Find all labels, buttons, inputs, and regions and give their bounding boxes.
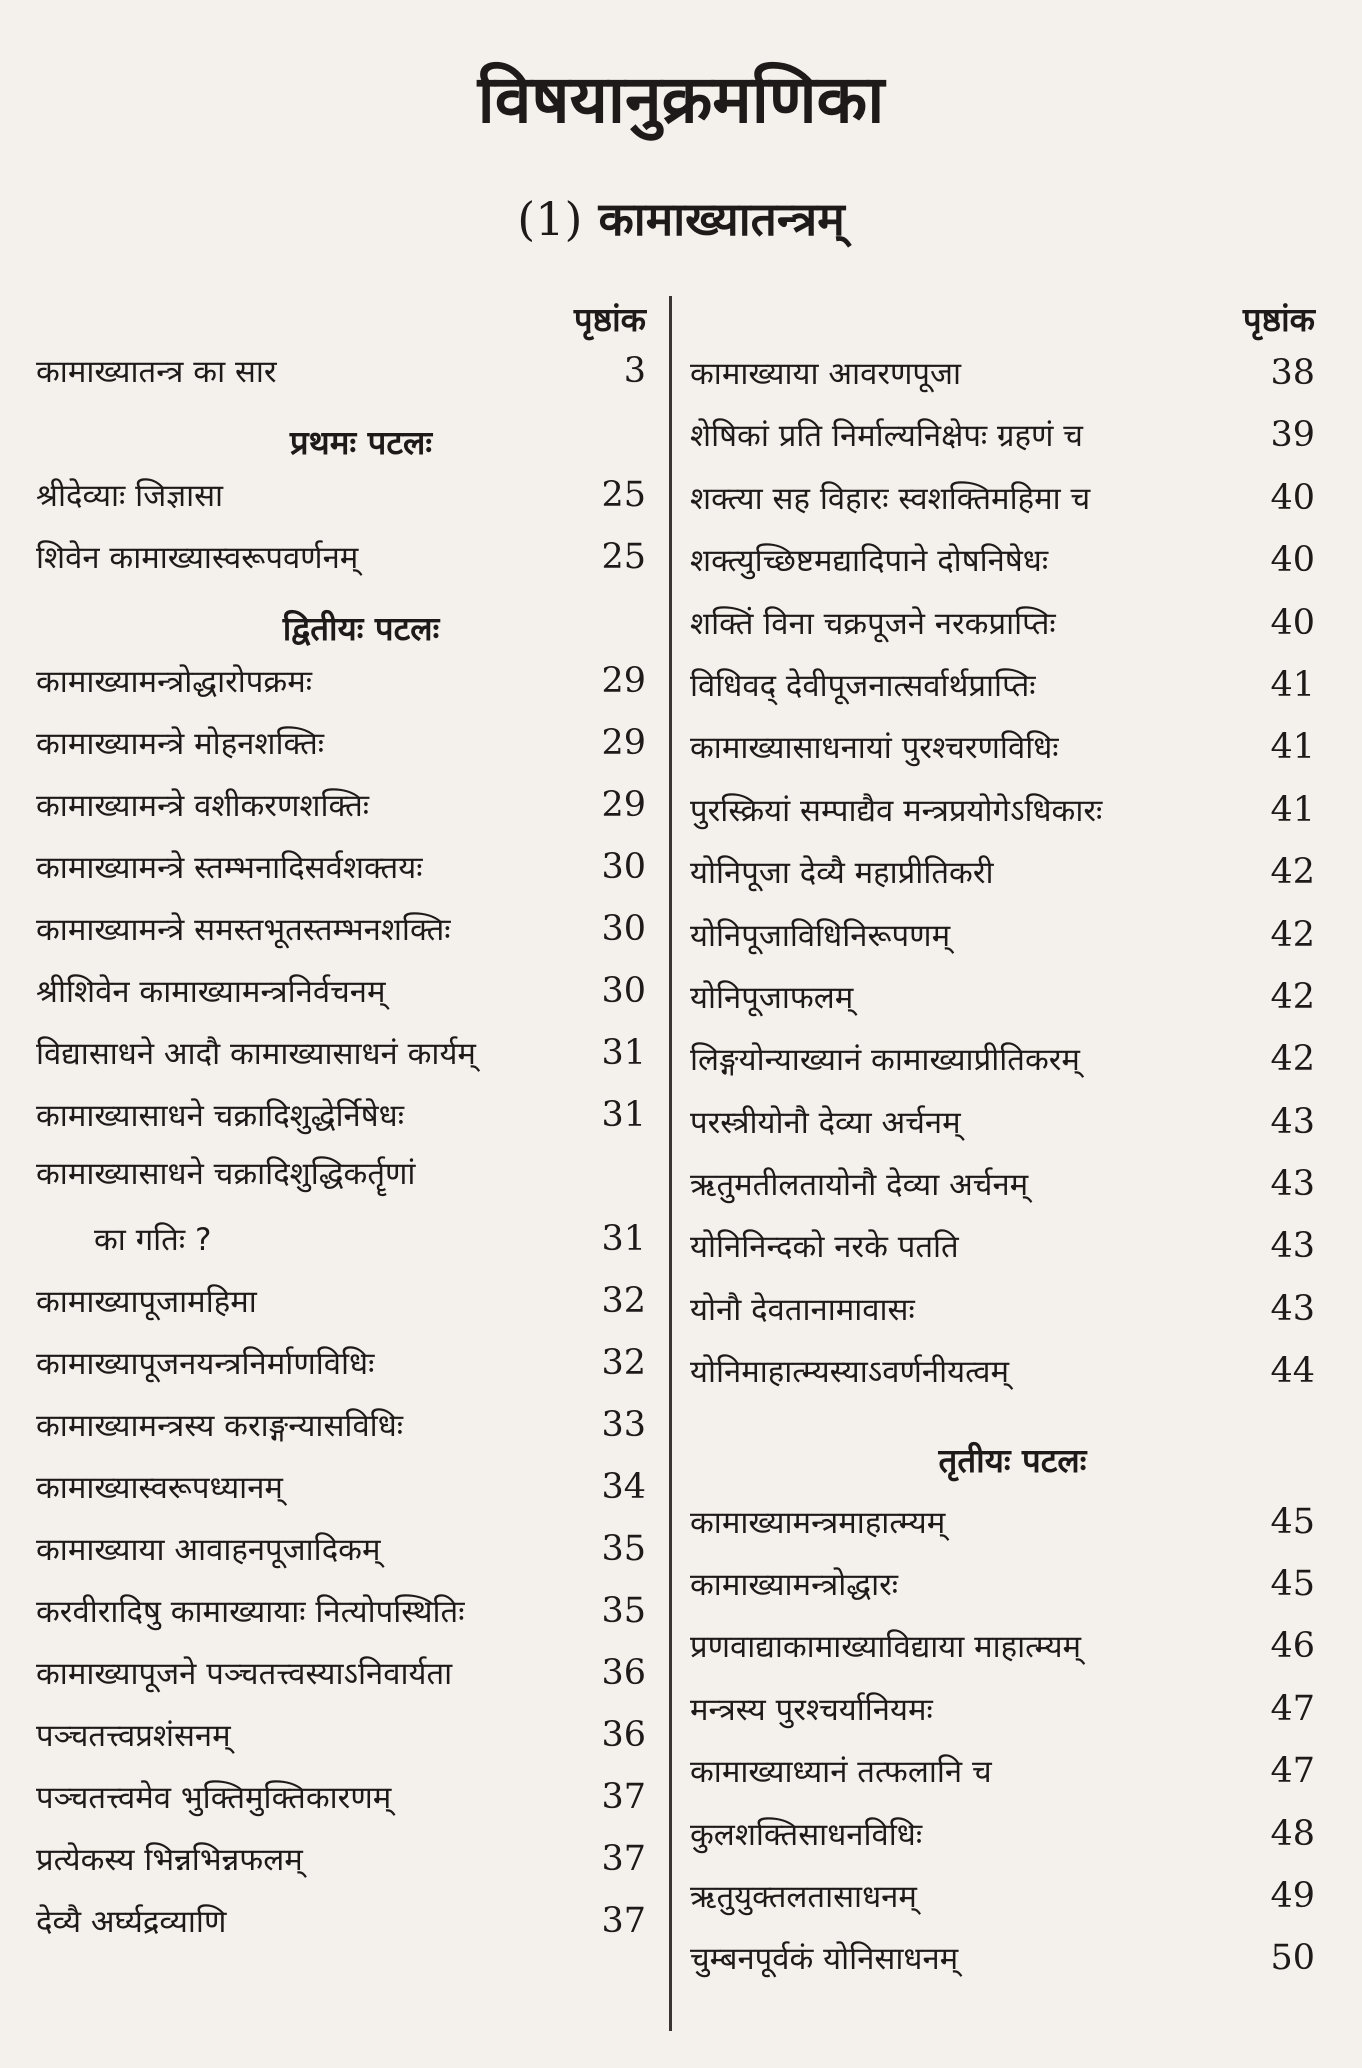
toc-entry-page: 30	[601, 971, 646, 1011]
toc-entry	[690, 539, 1315, 601]
toc-entry	[36, 536, 646, 598]
toc-entry-page: 31	[601, 1033, 646, 1073]
toc-entry-page: 41	[1270, 727, 1315, 768]
toc-entry	[36, 1218, 646, 1280]
toc-entry-page: 41	[1270, 664, 1315, 705]
toc-entry	[36, 970, 646, 1032]
toc-entry-page: 36	[601, 1715, 646, 1755]
toc-entry	[690, 726, 1315, 788]
toc-entry-title: करवीरादिषु कामाख्यायाः नित्योपस्थितिः	[36, 1594, 465, 1630]
toc-entry-page: 45	[1270, 1564, 1315, 1605]
toc-entry	[690, 1038, 1315, 1100]
toc-entry	[690, 789, 1315, 851]
toc-entry	[36, 1156, 646, 1218]
toc-entry	[36, 1404, 646, 1466]
toc-entry-title: का गतिः ?	[94, 1222, 212, 1258]
toc-entry-title: कामाख्यापूजामहिमा	[36, 1284, 257, 1320]
toc-entry	[36, 1652, 646, 1714]
toc-entry-title: श्रीदेव्याः जिज्ञासा	[36, 478, 224, 514]
toc-entry-title: ऋतुमतीलतायोनौ देव्या अर्चनम्	[690, 1167, 1029, 1204]
toc-entry-page: 29	[601, 723, 646, 763]
toc-entry	[690, 1163, 1315, 1225]
toc-entry-title: प्रणवाद्याकामाख्याविद्याया माहात्म्यम्	[690, 1629, 1082, 1666]
toc-left-column	[36, 290, 646, 1962]
toc-entry-page: 42	[1270, 976, 1315, 1017]
toc-entry	[690, 976, 1315, 1038]
toc-entry	[690, 664, 1315, 726]
toc-entry	[690, 1501, 1315, 1563]
toc-entry	[36, 1838, 646, 1900]
toc-entry-title: कामाख्यासाधनायां पुरश्चरणविधिः	[690, 730, 1059, 767]
toc-entry	[36, 1776, 646, 1838]
toc-entry-title: कामाख्यामन्त्रमाहात्म्यम्	[690, 1504, 946, 1541]
toc-entry-title: शक्तिं विना चक्रपूजने नरकप्राप्तिः	[690, 605, 1056, 642]
toc-entry-title: लिङ्गयोन्याख्यानं कामाख्याप्रीतिकरम्	[690, 1042, 1080, 1079]
toc-entry-title: कामाख्यापूजने पञ्चतत्त्वस्याऽनिवार्यता	[36, 1656, 453, 1692]
toc-entry	[36, 1590, 646, 1652]
toc-entry-title: कामाख्यामन्त्रे वशीकरणशक्तिः	[36, 788, 370, 824]
toc-entry-page: 37	[601, 1839, 646, 1879]
chapter-heading: द्वितीयः पटलः	[282, 609, 440, 648]
toc-entry-page: 32	[601, 1281, 646, 1321]
toc-entry	[36, 1342, 646, 1404]
toc-entry	[690, 1563, 1315, 1625]
toc-entry-title: शिवेन कामाख्यास्वरूपवर्णनम्	[36, 540, 359, 576]
toc-entry-page: 49	[1270, 1875, 1315, 1916]
toc-entry	[36, 350, 646, 412]
toc-entry	[36, 660, 646, 722]
toc-entry	[36, 1528, 646, 1590]
toc-entry-title: श्रीशिवेन कामाख्यामन्त्रनिर्वचनम्	[36, 974, 386, 1010]
toc-entry-page: 35	[601, 1591, 646, 1631]
toc-entry-title: योनिपूजाविधिनिरूपणम्	[690, 917, 951, 954]
toc-entry-page: 35	[601, 1529, 646, 1569]
toc-entry-page: 43	[1270, 1101, 1315, 1142]
toc-entry	[690, 477, 1315, 539]
toc-entry-title: कामाख्याध्यानं तत्फलानि च	[690, 1754, 992, 1791]
toc-entry-title: योनिमाहात्म्यस्याऽवर्णनीयत्वम्	[690, 1354, 1010, 1391]
toc-entry-title: चुम्बनपूर्वकं योनिसाधनम्	[690, 1941, 959, 1978]
toc-entry-page: 29	[601, 785, 646, 825]
toc-entry	[690, 352, 1315, 414]
toc-entry	[36, 1466, 646, 1528]
toc-entry-page: 30	[601, 909, 646, 949]
toc-entry	[36, 1280, 646, 1342]
toc-entry-title: कामाख्यातन्त्र का सार	[36, 354, 277, 390]
toc-entry-page: 48	[1270, 1813, 1315, 1854]
toc-entry	[690, 602, 1315, 664]
toc-entry	[690, 1937, 1315, 1999]
toc-entry-page: 43	[1270, 1288, 1315, 1329]
toc-entry-title: कामाख्यामन्त्रोद्धारोपक्रमः	[36, 664, 313, 700]
section-title: कामाख्यातन्त्रम्	[598, 192, 845, 246]
toc-entry-title: कामाख्यामन्त्रस्य कराङ्गन्यासविधिः	[36, 1408, 404, 1444]
toc-entry	[36, 1900, 646, 1962]
toc-entry-page: 31	[601, 1219, 646, 1259]
toc-entry	[690, 1625, 1315, 1687]
toc-entry	[36, 474, 646, 536]
toc-entry	[36, 1032, 646, 1094]
toc-entry-page: 33	[601, 1405, 646, 1445]
toc-entry-page: 34	[601, 1467, 646, 1507]
page-number-header: पृष्ठांक	[1242, 300, 1315, 339]
chapter-heading: तृतीयः पटलः	[938, 1440, 1087, 1480]
toc-entry-title: ऋतुयुक्तलतासाधनम्	[690, 1878, 917, 1915]
toc-entry-page: 37	[601, 1901, 646, 1941]
column-divider	[669, 296, 672, 2031]
page-title: विषयानुक्रमणिका	[477, 61, 885, 138]
toc-entry-title: पुरस्क्रियां सम्पाद्यैव मन्त्रप्रयोगेऽधिकारः	[690, 792, 1103, 829]
toc-entry-page: 38	[1270, 353, 1315, 393]
toc-entry-page: 30	[601, 847, 646, 887]
toc-entry-title: कामाख्यामन्त्रोद्धारः	[690, 1567, 899, 1604]
toc-entry-title: देव्यै अर्घ्यद्रव्याणि	[36, 1904, 227, 1940]
toc-entry-page: 3	[623, 351, 646, 391]
toc-entry-page: 44	[1270, 1351, 1315, 1392]
toc-entry-page: 31	[601, 1095, 646, 1135]
page-number-header: पृष्ठांक	[573, 300, 646, 339]
toc-entry-title: विद्यासाधने आदौ कामाख्यासाधनं कार्यम्	[36, 1036, 476, 1072]
toc-entry-page: 40	[1270, 602, 1315, 643]
toc-entry-title: शक्त्युच्छिष्टमद्यादिपाने दोषनिषेधः	[690, 543, 1049, 580]
toc-entry-page: 43	[1270, 1226, 1315, 1267]
toc-entry-page: 25	[601, 475, 646, 515]
toc-entry-title: कामाख्यापूजनयन्त्रनिर्माणविधिः	[36, 1346, 375, 1382]
toc-entry	[690, 851, 1315, 913]
toc-entry-page: 37	[601, 1777, 646, 1817]
toc-entry-title: कामाख्यामन्त्रे मोहनशक्तिः	[36, 726, 325, 762]
toc-entry-title: प्रत्येकस्य भिन्नभिन्नफलम्	[36, 1842, 303, 1878]
toc-entry	[690, 1750, 1315, 1812]
toc-entry-title: कामाख्याया आवरणपूजा	[690, 356, 962, 392]
toc-entry-page: 43	[1270, 1164, 1315, 1205]
toc-entry-page: 25	[601, 537, 646, 577]
toc-entry-title: कामाख्यासाधने चक्रादिशुद्धिकर्तॄणां	[36, 1156, 416, 1192]
toc-entry-title: योनिपूजाफलम्	[690, 979, 854, 1016]
toc-entry-page: 42	[1270, 1039, 1315, 1080]
toc-entry-page: 40	[1270, 540, 1315, 581]
toc-entry	[36, 908, 646, 970]
toc-entry	[36, 722, 646, 784]
toc-entry	[690, 1813, 1315, 1875]
toc-entry	[36, 1714, 646, 1776]
toc-entry-page: 29	[601, 661, 646, 701]
toc-entry-title: कामाख्यामन्त्रे स्तम्भनादिसर्वशक्तयः	[36, 850, 423, 886]
section-number: (1)	[517, 192, 583, 246]
toc-entry-title: कामाख्याया आवाहनपूजादिकम्	[36, 1532, 381, 1568]
toc-entry-title: विधिवद् देवीपूजनात्सर्वार्थप्राप्तिः	[690, 667, 1036, 704]
toc-entry-title: कुलशक्तिसाधनविधिः	[690, 1816, 923, 1853]
toc-entry	[690, 1688, 1315, 1750]
toc-entry	[690, 1875, 1315, 1937]
chapter-heading: प्रथमः पटलः	[289, 423, 433, 462]
toc-entry	[690, 1101, 1315, 1163]
toc-entry-title: पञ्चतत्त्वमेव भुक्तिमुक्तिकारणम्	[36, 1780, 392, 1816]
toc-entry-title: योनिनिन्दको नरके पतति	[690, 1229, 959, 1266]
toc-entry-title: मन्त्रस्य पुरश्चर्यानियमः	[690, 1691, 933, 1728]
section-heading	[0, 192, 1362, 247]
toc-entry	[690, 1288, 1315, 1350]
toc-entry-page: 32	[601, 1343, 646, 1383]
toc-entry	[36, 846, 646, 908]
toc-entry-title: कामाख्यामन्त्रे समस्तभूतस्तम्भनशक्तिः	[36, 912, 451, 948]
toc-entry-title: पञ्चतत्त्वप्रशंसनम्	[36, 1718, 231, 1754]
toc-entry-page: 42	[1270, 852, 1315, 893]
toc-entry-page: 47	[1270, 1688, 1315, 1729]
toc-entry-title: योनिपूजा देव्यै महाप्रीतिकरी	[690, 855, 994, 892]
toc-entry-title: कामाख्यास्वरूपध्यानम्	[36, 1470, 283, 1506]
toc-entry-page: 42	[1270, 914, 1315, 955]
toc-entry-page: 45	[1270, 1501, 1315, 1542]
toc-right-column	[690, 290, 1315, 2000]
toc-entry	[690, 1225, 1315, 1287]
toc-entry	[690, 414, 1315, 476]
toc-entry	[36, 1094, 646, 1156]
toc-entry-page: 40	[1270, 477, 1315, 518]
toc-entry	[36, 784, 646, 846]
toc-entry	[690, 1350, 1315, 1412]
toc-entry-page: 39	[1270, 415, 1315, 456]
toc-entry-page: 47	[1270, 1751, 1315, 1792]
toc-entry-title: शक्त्या सह विहारः स्वशक्तिमहिमा च	[690, 480, 1091, 517]
toc-entry-title: परस्त्रीयोनौ देव्या अर्चनम्	[690, 1104, 961, 1141]
toc-entry-page: 36	[601, 1653, 646, 1693]
toc-entry-title: शेषिकां प्रति निर्माल्यनिक्षेपः ग्रहणं च	[690, 418, 1083, 455]
toc-entry-page: 50	[1270, 1938, 1315, 1979]
toc-entry-title: कामाख्यासाधने चक्रादिशुद्धेर्निषेधः	[36, 1098, 404, 1134]
toc-entry-page: 46	[1270, 1626, 1315, 1667]
toc-entry-title: योनौ देवतानामावासः	[690, 1291, 915, 1328]
toc-entry	[690, 914, 1315, 976]
toc-entry-page: 41	[1270, 789, 1315, 830]
